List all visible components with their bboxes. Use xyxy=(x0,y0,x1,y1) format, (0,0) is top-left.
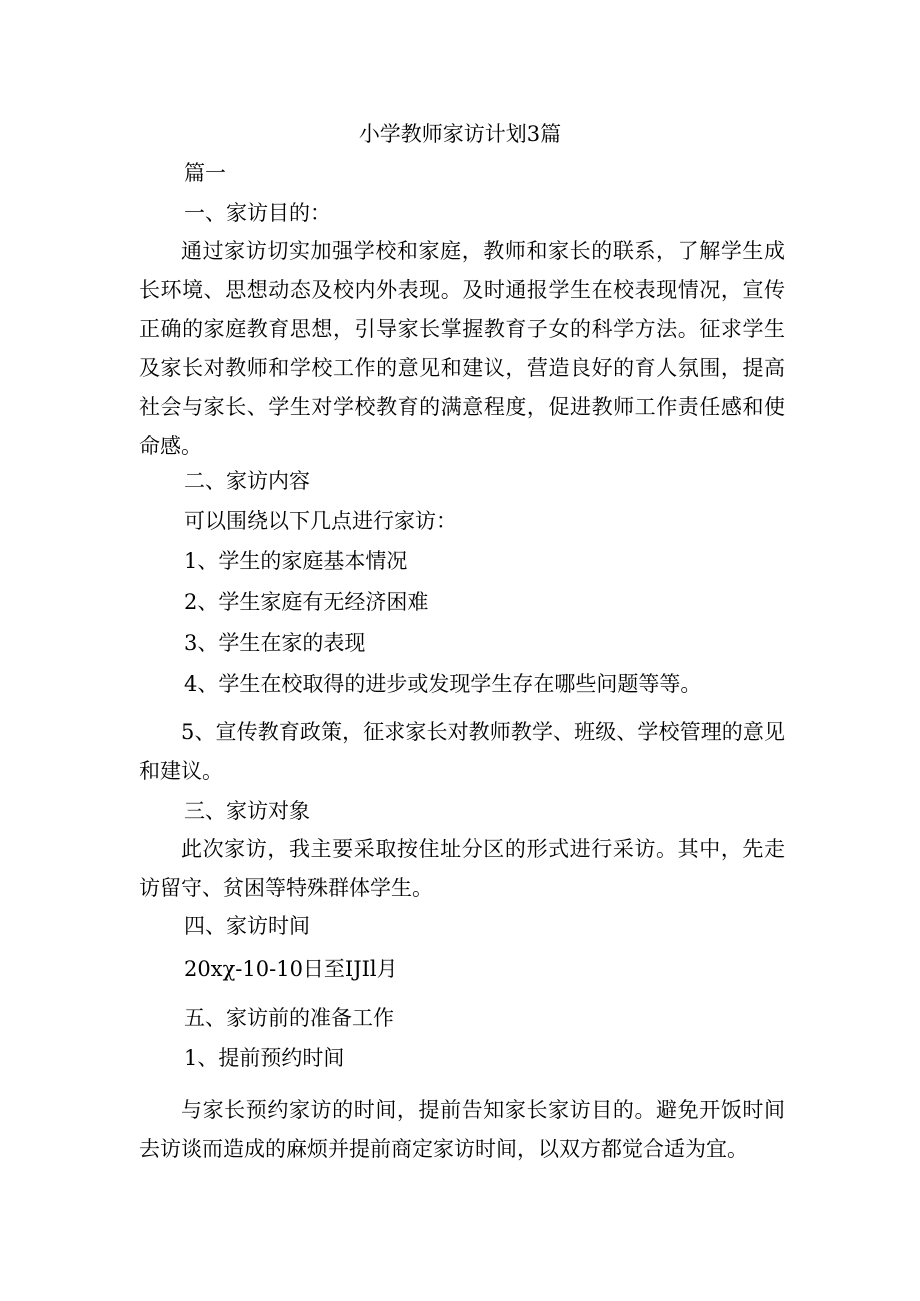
section-heading-purpose: 一、家访目的： xyxy=(184,201,331,225)
part-label: 篇一 xyxy=(184,161,226,185)
visit-date-range: 20xχ-10-10日至IJIl月 xyxy=(184,957,398,981)
preparation-item: 1、提前预约时间 xyxy=(184,1046,345,1070)
list-item: 3、学生在家的表现 xyxy=(184,631,366,655)
paragraph-target: 此次家访，我主要采取按住址分区的形式进行采访。其中，先走访留守、贫困等特殊群体学生。 xyxy=(139,837,785,900)
document-title: 小学教师家访计划3篇 xyxy=(358,122,562,146)
list-item: 4、学生在校取得的进步或发现学生存在哪些问题等等。 xyxy=(184,672,702,696)
paragraph-purpose: 通过家访切实加强学校和家庭，教师和家长的联系，了解学生成长环境、思想动态及校内外表现。及时通报学生在校表现情况，宣传正确的家庭教育思想，引导家长掌握教育子女的科学方法。征求学生及家长对教师和学校工作的意见和建议，营造良好的育人氛围，提高社会与家长、学生对学校教育的满意程度，促进教师工作责任感和使命感。 xyxy=(139,239,785,458)
content-intro: 可以围绕以下几点进行家访： xyxy=(184,509,457,533)
section-heading-content: 二、家访内容 xyxy=(184,469,310,493)
section-heading-preparation: 五、家访前的准备工作 xyxy=(184,1006,394,1030)
paragraph-preparation: 与家长预约家访的时间，提前告知家长家访目的。避免开饭时间去访谈而造成的麻烦并提前商定家访时间，以双方都觉合适为宜。 xyxy=(139,1098,785,1161)
list-item: 5、宣传教育政策，征求家长对教师教学、班级、学校管理的意见和建议。 xyxy=(139,720,785,783)
section-heading-time: 四、家访时间 xyxy=(184,914,310,938)
list-item: 1、学生的家庭基本情况 xyxy=(184,549,408,573)
section-heading-target: 三、家访对象 xyxy=(184,799,310,823)
list-item: 2、学生家庭有无经济困难 xyxy=(184,590,429,614)
